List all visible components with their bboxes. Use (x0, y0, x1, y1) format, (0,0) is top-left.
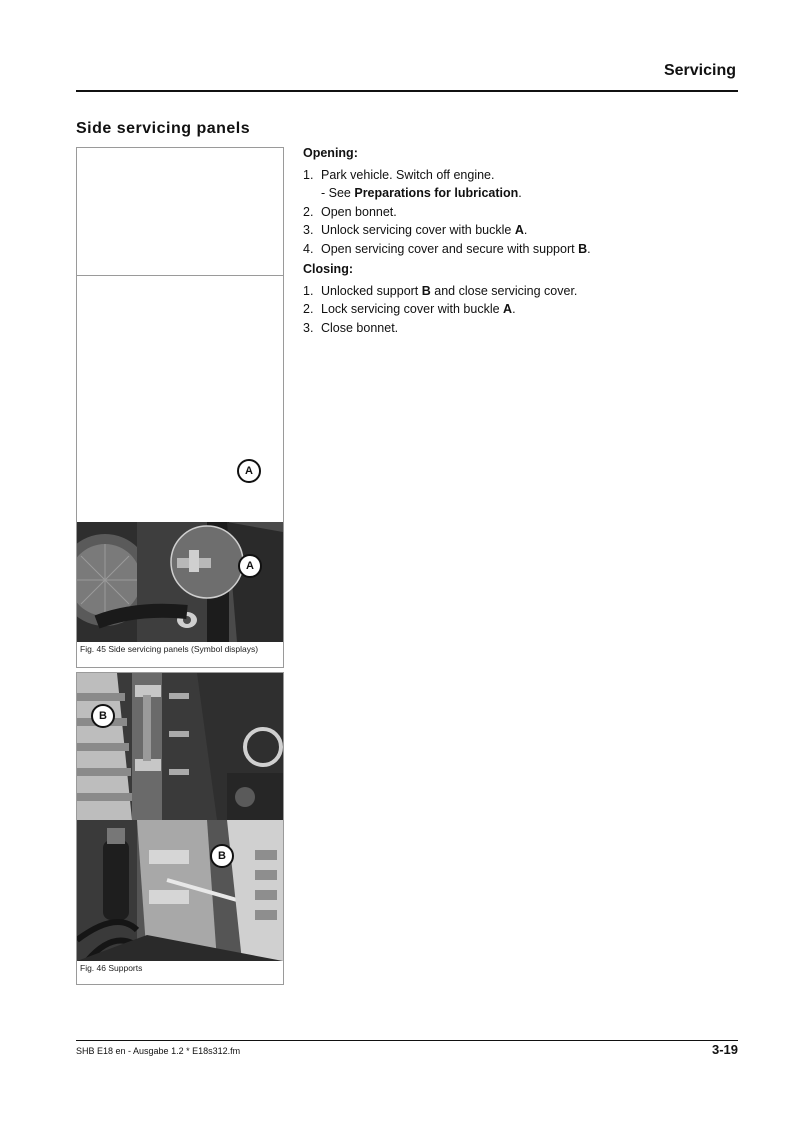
step-suffix: . (587, 241, 591, 256)
callout-a: A (237, 459, 261, 483)
step-ref: B (578, 241, 588, 256)
callout-b-lower: B (210, 844, 234, 868)
sub-suffix: . (518, 186, 522, 200)
figure-46 (76, 672, 284, 985)
support-upper-illustration (77, 673, 283, 820)
step-number: 2. (303, 302, 314, 316)
step-text: Close bonnet. (321, 320, 399, 335)
step-text: Lock servicing cover with buckle (321, 302, 504, 316)
step-number: 1. (303, 167, 314, 182)
photo-support-lower (77, 820, 283, 961)
opening-step-2 (303, 203, 743, 222)
step-ref: A (514, 223, 524, 237)
buckle-photo-illustration (77, 522, 283, 642)
step-number: 3. (303, 320, 314, 335)
step-text: Unlock servicing cover with buckle (321, 223, 515, 237)
closing-heading: Closing: (303, 262, 353, 276)
closing-step-2 (303, 300, 743, 319)
step-text: Open servicing cover and secure with support (321, 241, 579, 256)
opening-step-3 (303, 221, 743, 240)
step-text: Open bonnet. (321, 204, 397, 219)
callout-b-upper: B (91, 704, 115, 728)
step-number: 1. (303, 283, 314, 298)
step-number: 2. (303, 204, 314, 219)
cross-reference-link[interactable]: Preparations for lubrication (354, 186, 519, 200)
instructions (303, 144, 743, 339)
support-lower-illustration (77, 820, 283, 961)
figure-45-caption: Fig. 45 Side servicing panels (Symbol displays) (80, 644, 259, 654)
page-title: Side servicing panels (76, 120, 251, 137)
step-number: 3. (303, 223, 314, 237)
opening-heading: Opening: (303, 146, 358, 160)
running-header: Servicing (663, 62, 736, 79)
footer-rule (76, 1040, 738, 1041)
photo-buckle (77, 522, 283, 642)
closing-step-3 (303, 319, 743, 338)
opening-step-1 (303, 166, 743, 185)
step-text: Park vehicle. Switch off engine. (321, 167, 495, 182)
opening-steps (303, 166, 743, 259)
figure-45 (76, 147, 284, 668)
step-text: Unlocked support (321, 283, 422, 298)
symbol-display-pane-a (77, 276, 283, 522)
figure-46-caption: Fig. 46 Supports (80, 963, 143, 973)
header-rule (76, 90, 738, 92)
opening-step-4 (303, 240, 743, 259)
closing-steps (303, 282, 743, 338)
step-suffix: and close servicing cover. (430, 283, 578, 298)
sub-prefix: - See (321, 186, 355, 200)
photo-support-upper (77, 673, 283, 820)
step-suffix: . (523, 223, 528, 237)
callout-a-photo: A (238, 554, 262, 578)
symbol-display-pane (77, 148, 283, 276)
opening-step-1-sub (303, 184, 743, 203)
footer-document-id: SHB E18 en - Ausgabe 1.2 * E18s312.fm (76, 1046, 241, 1056)
step-suffix: . (512, 302, 516, 316)
closing-step-1 (303, 282, 743, 301)
page-number: 3-19 (711, 1042, 738, 1057)
step-number: 4. (303, 241, 314, 256)
step-ref: A (503, 302, 513, 316)
step-ref: B (421, 283, 431, 298)
